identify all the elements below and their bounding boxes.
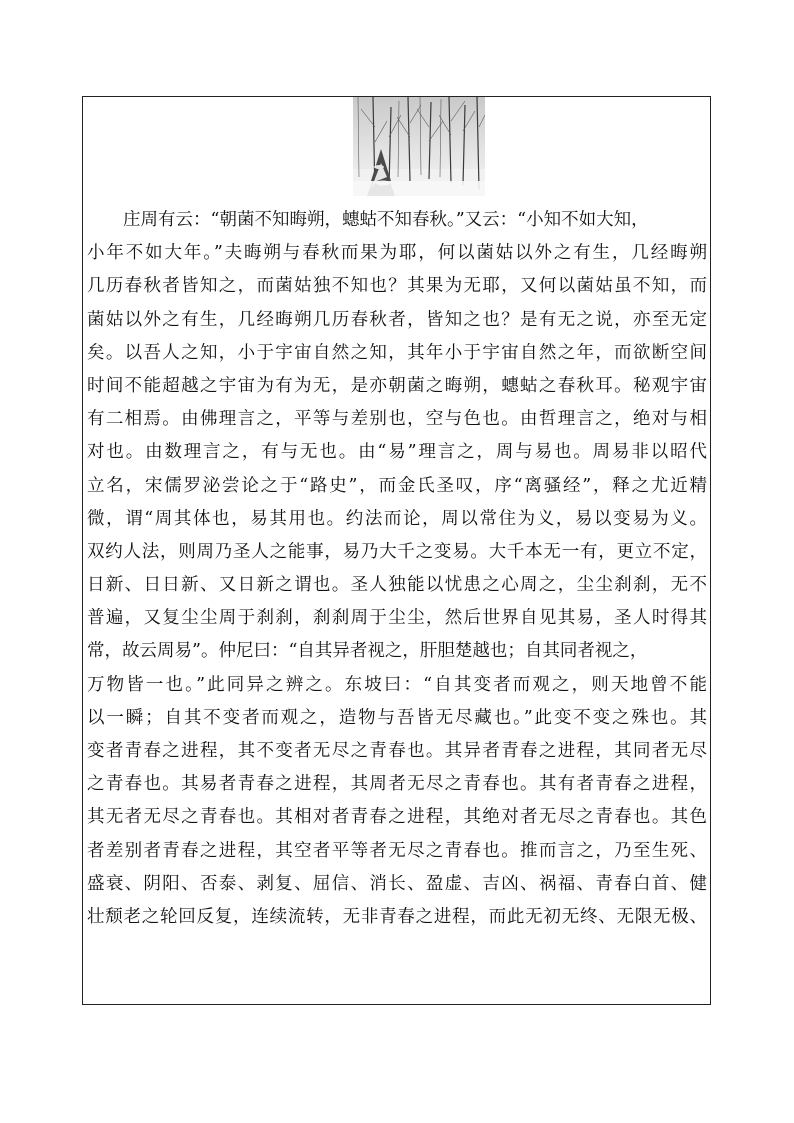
text-line: 其无者无尽之青春也。其相对者青春之进程，其绝对者无尽之青春也。其色 — [87, 807, 707, 828]
text-line: 庄周有云：“朝菌不知晦朔，蟪蛄不知春秋。”又云：“小知不如大知， — [123, 210, 649, 230]
text-line: 微，谓“周其体也，易其用也。约法而论，周以常住为义，易以变易为义。 — [87, 508, 707, 529]
text-line: 常，故云周易”。仲尼曰：“自其异者视之，肝胆楚越也；自其同者视之， — [87, 641, 648, 662]
text-line: 万物皆一也。”此同异之辨之。东坡曰：“自其变者而观之，则天地曾不能 — [87, 674, 707, 695]
text-line: 时间不能超越之宇宙为有为无，是亦朝菌之晦朔，蟪蛄之春秋耳。秘观宇宙 — [87, 375, 707, 396]
snowy-forest-photo — [353, 97, 485, 196]
text-line: 双约人法，则周乃圣人之能事，易乃大千之变易。大千本无一有，更立不定， — [87, 541, 707, 562]
text-line: 几历春秋者皆知之，而菌姑独不知也？其果为无耶，又何以菌姑虽不知，而 — [87, 276, 707, 297]
text-line: 变者青春之进程，其不变者无尽之青春也。其异者青春之进程，其同者无尽 — [87, 741, 707, 761]
text-line: 壮颓老之轮回反复，连续流转，无非青春之进程，而此无初无终、无限无极、 — [87, 906, 707, 927]
text-line: 日新、日日新、又日新之谓也。圣人独能以忧患之心周之，尘尘刹刹，无不 — [87, 575, 707, 596]
text-line: 对也。由数理言之，有与无也。由“易”理言之，周与易也。周易非以昭代 — [87, 442, 707, 463]
text-line: 菌姑以外之有生，几经晦朔几历春秋者，皆知之也？是有无之说，亦至无定 — [87, 309, 707, 330]
text-line: 小年不如大年。”夫晦朔与春秋而果为耶，何以菌姑以外之有生，几经晦朔 — [87, 243, 707, 264]
text-line: 普遍，又复尘尘周于刹刹，刹刹周于尘尘，然后世界自见其易，圣人时得其 — [87, 608, 707, 629]
text-line: 矣。以吾人之知，小于宇宙自然之知，其年小于宇宙自然之年，而欲断空间 — [87, 342, 707, 363]
text-line: 之青春也。其易者青春之进程，其周者无尽之青春也。其有者青春之进程， — [87, 774, 707, 795]
text-line: 者差别者青春之进程，其空者平等者无尽之青春也。推而言之，乃至生死、 — [87, 840, 707, 861]
text-line: 以一瞬；自其不变者而观之，造物与吾皆无尽藏也。”此变不变之殊也。其 — [87, 707, 707, 728]
text-line: 有二相焉。由佛理言之，平等与差别也，空与色也。由哲理言之，绝对与相 — [87, 409, 707, 430]
text-line: 立名，宋儒罗泌尝论之于“路史”，而金氏圣叹，序“离骚经”，释之尤近精 — [87, 475, 707, 496]
document-frame — [82, 96, 711, 1005]
body-text — [87, 204, 707, 934]
text-line: 盛衰、阴阳、否泰、剥复、屈信、消长、盈虚、吉凶、祸福、青春白首、健 — [87, 873, 707, 894]
